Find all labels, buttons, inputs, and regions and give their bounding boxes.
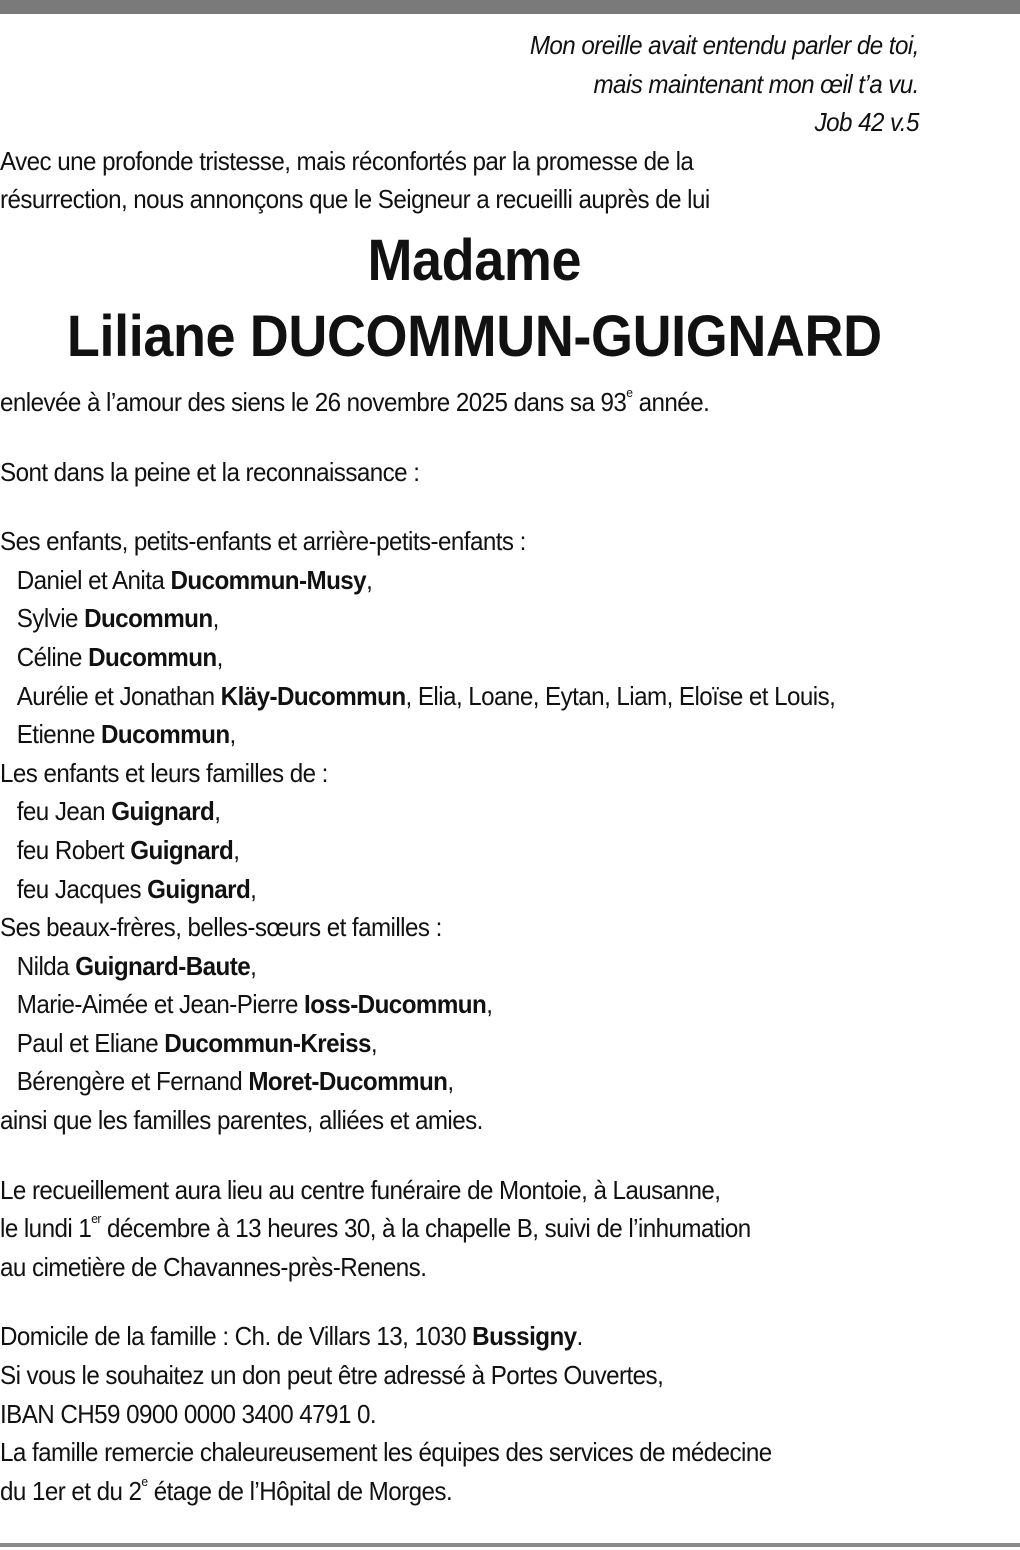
death-text-end: année. xyxy=(632,386,710,417)
list-item: feu Jacques Guignard, xyxy=(16,873,257,904)
list-item: Céline Ducommun, xyxy=(16,641,223,672)
surname: Ducommun xyxy=(84,603,213,634)
list-item: feu Robert Guignard, xyxy=(16,834,240,865)
ceremony-line-3: au cimetière de Chavannes-près-Renens. xyxy=(0,1251,427,1282)
death-announcement xyxy=(0,383,949,422)
surname: Guignard-Baute xyxy=(75,950,251,981)
intro-line-2: résurrection, nous annonçons que le Seigneur a recueilli auprès de lui xyxy=(0,184,710,215)
verse-line-2: mais maintenant mon œil t’a vu. xyxy=(593,68,919,99)
thanks-line-2: du 1er et du 2e étage de l’Hôpital de Morges. xyxy=(0,1473,453,1506)
list-item: Aurélie et Jonathan Kläy-Ducommun, Elia, Loane, Eytan, Liam, Eloïse et Louis, xyxy=(16,680,836,711)
iban-line: IBAN CH59 0900 0000 3400 4791 0. xyxy=(0,1398,377,1429)
children-section xyxy=(0,522,949,754)
in-laws-section xyxy=(0,908,949,1101)
obituary-notice xyxy=(0,26,949,1510)
family-info-paragraph xyxy=(0,1317,949,1510)
thanks-ordinal: e xyxy=(141,1473,148,1489)
ceremony-paragraph xyxy=(0,1171,949,1287)
in-laws-heading: Ses beaux-frères, belles-sœurs et familles : xyxy=(0,912,442,943)
verse-line-1: Mon oreille avait entendu parler de toi, xyxy=(529,30,919,60)
thanks-line-1: La famille remercie chaleureusement les équipes des services de médecine xyxy=(0,1437,772,1468)
death-ordinal: e xyxy=(626,384,633,400)
list-item: Paul et Eliane Ducommun-Kreiss, xyxy=(16,1027,378,1058)
ceremony-line-2: le lundi 1er décembre à 13 heures 30, à la chapelle B, suivi de l’inhumation xyxy=(0,1211,751,1244)
verse-reference: Job 42 v.5 xyxy=(814,107,919,138)
ceremony-line-1: Le recueillement aura lieu au centre funéraire de Montoie, à Lausanne, xyxy=(0,1174,721,1205)
deceased-name: Liliane DUCOMMUN-GUIGNARD xyxy=(66,303,882,369)
surname: Kläy-Ducommun xyxy=(220,680,406,711)
list-item: Bérengère et Fernand Moret-Ducommun, xyxy=(16,1066,454,1097)
surname: Ioss-Ducommun xyxy=(304,989,487,1020)
bottom-rule xyxy=(0,1543,1020,1547)
domicile-city: Bussigny xyxy=(472,1321,577,1352)
death-text: enlevée à l’amour des siens le 26 novembre 2025 dans sa 93 xyxy=(0,386,627,417)
deceased-title: Madame xyxy=(367,227,582,293)
surname: Ducommun-Kreiss xyxy=(164,1027,371,1058)
surname: Guignard xyxy=(130,834,234,865)
intro-line-1: Avec une profonde tristesse, mais réconfortés par la promesse de la xyxy=(0,145,694,176)
domicile-line: Domicile de la famille : Ch. de Villars 13, 1030 Bussigny. xyxy=(0,1321,583,1352)
surname: Ducommun-Musy xyxy=(170,564,367,595)
bible-verse xyxy=(0,26,949,142)
mourners-heading: Sont dans la peine et la reconnaissance : xyxy=(0,456,420,487)
donation-line: Si vous le souhaitez un don peut être adressé à Portes Ouvertes, xyxy=(0,1360,664,1391)
surname: Ducommun xyxy=(88,641,217,672)
top-rule xyxy=(0,0,1020,14)
late-families-section xyxy=(0,754,949,908)
surname: Guignard xyxy=(111,796,215,827)
children-heading: Ses enfants, petits-enfants et arrière-petits-enfants : xyxy=(0,526,526,557)
surname: Guignard xyxy=(147,873,251,904)
list-item: feu Jean Guignard, xyxy=(16,796,221,827)
list-item: Marie-Aimée et Jean-Pierre Ioss-Ducommun, xyxy=(16,989,493,1020)
list-item: Nilda Guignard-Baute, xyxy=(16,950,257,981)
intro-paragraph xyxy=(0,142,949,219)
list-item: Etienne Ducommun, xyxy=(16,719,236,750)
late-families-heading: Les enfants et leurs familles de : xyxy=(0,757,328,788)
deceased-name-block xyxy=(0,223,949,375)
surname: Moret-Ducommun xyxy=(248,1066,448,1097)
list-item: Sylvie Ducommun, xyxy=(16,603,219,634)
closing-relatives: ainsi que les familles parentes, alliées et amies. xyxy=(0,1105,483,1136)
ceremony-ordinal: er xyxy=(91,1211,101,1227)
list-item: Daniel et Anita Ducommun-Musy, xyxy=(16,564,373,595)
surname: Ducommun xyxy=(101,719,230,750)
